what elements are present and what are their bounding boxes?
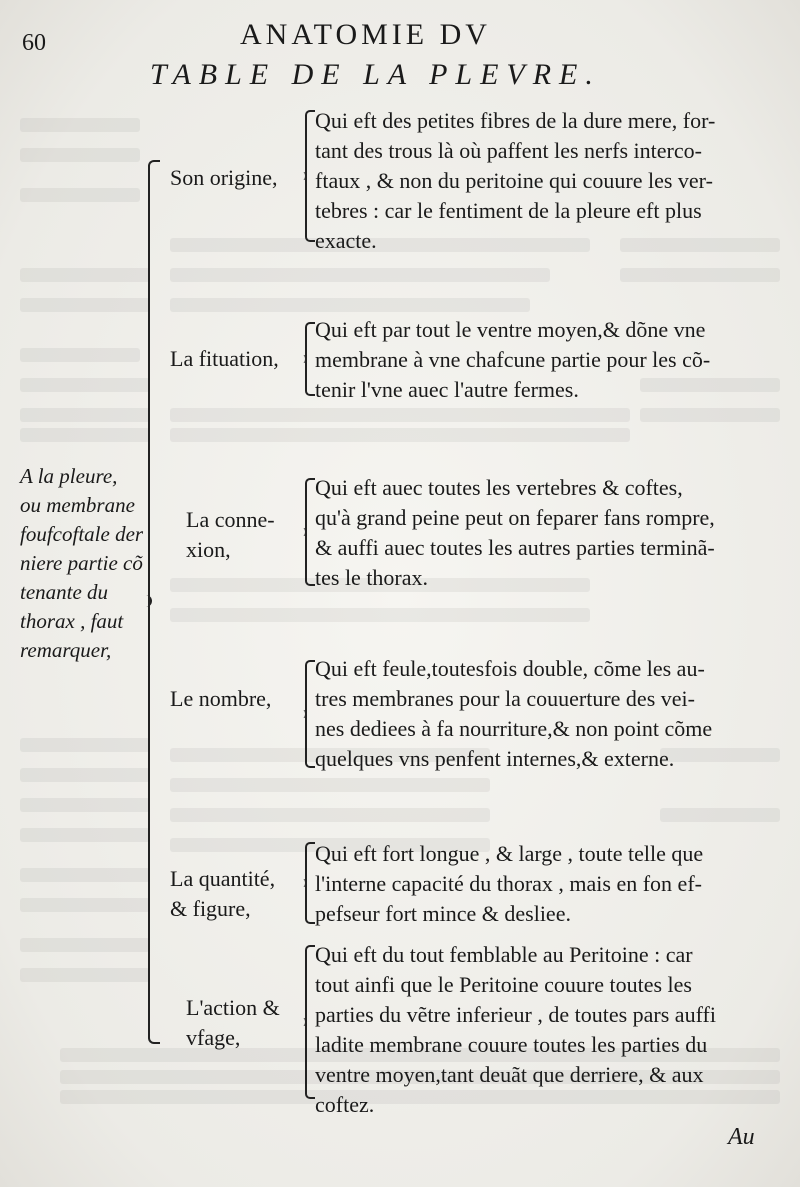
desc-situation: Qui eft par tout le ventre moyen,& dõne vne membrane à vne chafcune partie pour les cõ- tenir l'vne auec l'autre fermes. — [315, 317, 711, 402]
section-title: TABLE DE LA PLEVRE. — [150, 58, 601, 91]
main-brace-tip — [140, 595, 152, 607]
catchword: Au — [728, 1124, 755, 1150]
subject-line: A la pleure, — [20, 464, 118, 488]
subject-line: tenante du — [20, 580, 109, 604]
subject-line: thorax , faut — [20, 609, 124, 633]
label-nombre: Le nombre, — [170, 686, 272, 711]
subject-line: remarquer, — [20, 638, 112, 662]
page-number: 60 — [22, 30, 46, 56]
brace-origine — [305, 110, 315, 242]
subject-line: ou membrane — [20, 493, 135, 517]
subject-line: niere partie cõ — [20, 551, 143, 575]
running-title: ANATOMIE DV — [240, 18, 491, 51]
brace-quantite — [305, 842, 315, 924]
desc-connexion: Qui eft auec toutes les vertebres & coftes, qu'à grand peine peut on feparer fans rompre, & auffi auec toutes les autres parties terminã- tes le thorax. — [315, 475, 715, 590]
brace-connexion — [305, 478, 315, 586]
label-action: L'action & vfage, — [186, 995, 280, 1050]
brace-situation — [305, 322, 315, 396]
label-quantite: La quantité, & figure, — [170, 866, 276, 921]
desc-nombre: Qui eft feule,toutesfois double, cõme les au- tres membranes pour la couuerture des vei- nes dediees à fa nourriture,& non point cõme quelques vns penfent internes,& externe. — [315, 656, 713, 771]
label-connexion: La conne- xion, — [186, 507, 275, 562]
desc-quantite: Qui eft fort longue , & large , toute telle que l'interne capacité du thorax , mais en fon ef- pefseur fort mince & desliee. — [315, 841, 704, 926]
desc-action: Qui eft du tout femblable au Peritoine : car tout ainfi que le Peritoine couure toutes les parties du vẽtre inferieur , de toutes pars auffi ladite membrane couure toutes les parties du ventre moyen,tant deuãt que derriere, & aux coftez. — [315, 942, 716, 1117]
brace-nombre — [305, 660, 315, 768]
brace-action — [305, 945, 315, 1099]
label-situation: La fituation, — [170, 346, 279, 371]
subject-line: foufcoftale der — [20, 522, 144, 546]
label-origine: Son origine, — [170, 165, 278, 190]
desc-origine: Qui eft des petites fibres de la dure mere, for- tant des trous là où paffent les nerfs interco- ftaux , & non du peritoine qui couure les ver- tebres : car le fentiment de la pleure eft plus exacte. — [315, 108, 716, 253]
